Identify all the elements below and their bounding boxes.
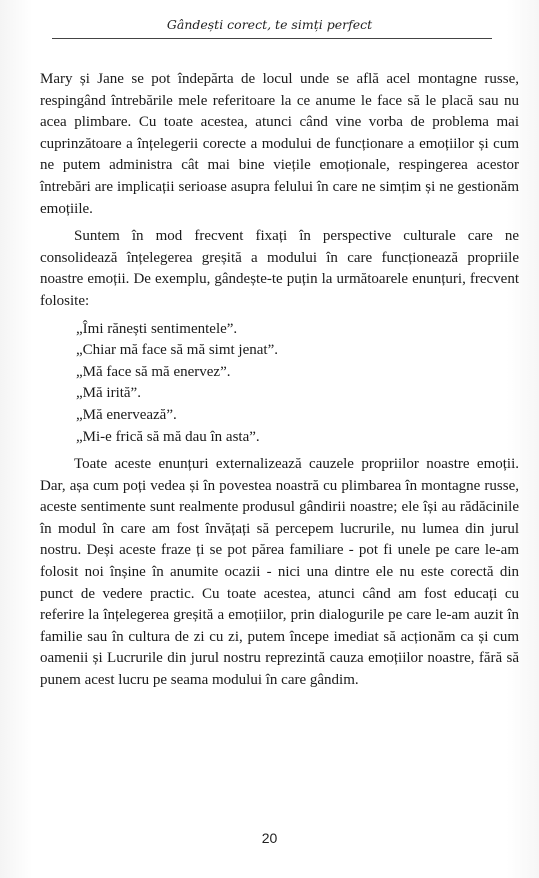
quote-item: „Chiar mă face să mă simt jenat”.	[76, 342, 278, 359]
body-text	[40, 69, 519, 698]
quote-item: „Mă face să mă enervez”.	[76, 363, 231, 380]
quote-item: „Mă enervează”.	[76, 406, 177, 423]
quote-item: „Mă irită”.	[76, 385, 141, 402]
quote-list	[40, 319, 519, 449]
paragraph-1: Mary și Jane se pot îndepărta de locul unde se află acel montagne russe, respingând întrebările mele referitoare la ce anume le face să le placă sau nu acea plimbare. Cu toate acestea, atunci când vine vorba de problema mai cuprinzătoare a înțelegerii corecte a modului de funcționare a emoțiilor și cum ne putem administra cât mai bine viețile emoționale, respingerea acestor întrebări are implicații serioase asupra felului în care ne simțim și ne gestionăm emoțiile.	[40, 71, 519, 217]
paragraph-2: Suntem în mod frecvent fixați în perspective culturale care ne consolidează înțelegerea greșită a modului în care funcționează propriile noastre emoții. De exemplu, gândește-te puțin la următoarele enunțuri, frecvent folosite:	[40, 228, 519, 309]
paragraph-3: Toate aceste enunțuri externalizează cauzele propriilor noastre emoții. Dar, așa cum poți vedea și în povestea noastră cu plimbarea în montagne russe, aceste sentimente sunt realmente produsul gândirii noastre; ele își au rădăcinile în modul în care am fost învățați să percepem lucrurile, nu lumea din jurul nostru. Deși aceste fraze ți se pot părea familiare - pot fi unele pe care le-am folosit noi înșine în anumite ocazii - nici una dintre ele nu este corectă din punct de vedere practic. Cu toate acestea, atunci când am fost educați cu referire la înțelegerea greșită a emoțiilor, prin dialogurile pe care le-am auzit în familie sau în cultura de zi cu zi, putem începe imediat să acționăm ca și cum oamenii și Lucrurile din jurul nostru reprezintă cauza emoțiilor noastre, fără să punem acest lucru pe seama modului în care gândim.	[40, 456, 519, 689]
quote-item: „Mi-e frică să mă dau în asta”.	[76, 428, 260, 445]
page-number: 20	[261, 830, 278, 846]
running-header: Gândești corect, te simți perfect	[166, 17, 373, 32]
quote-item: „Îmi rănești sentimentele”.	[76, 320, 238, 337]
header-rule	[52, 38, 492, 39]
